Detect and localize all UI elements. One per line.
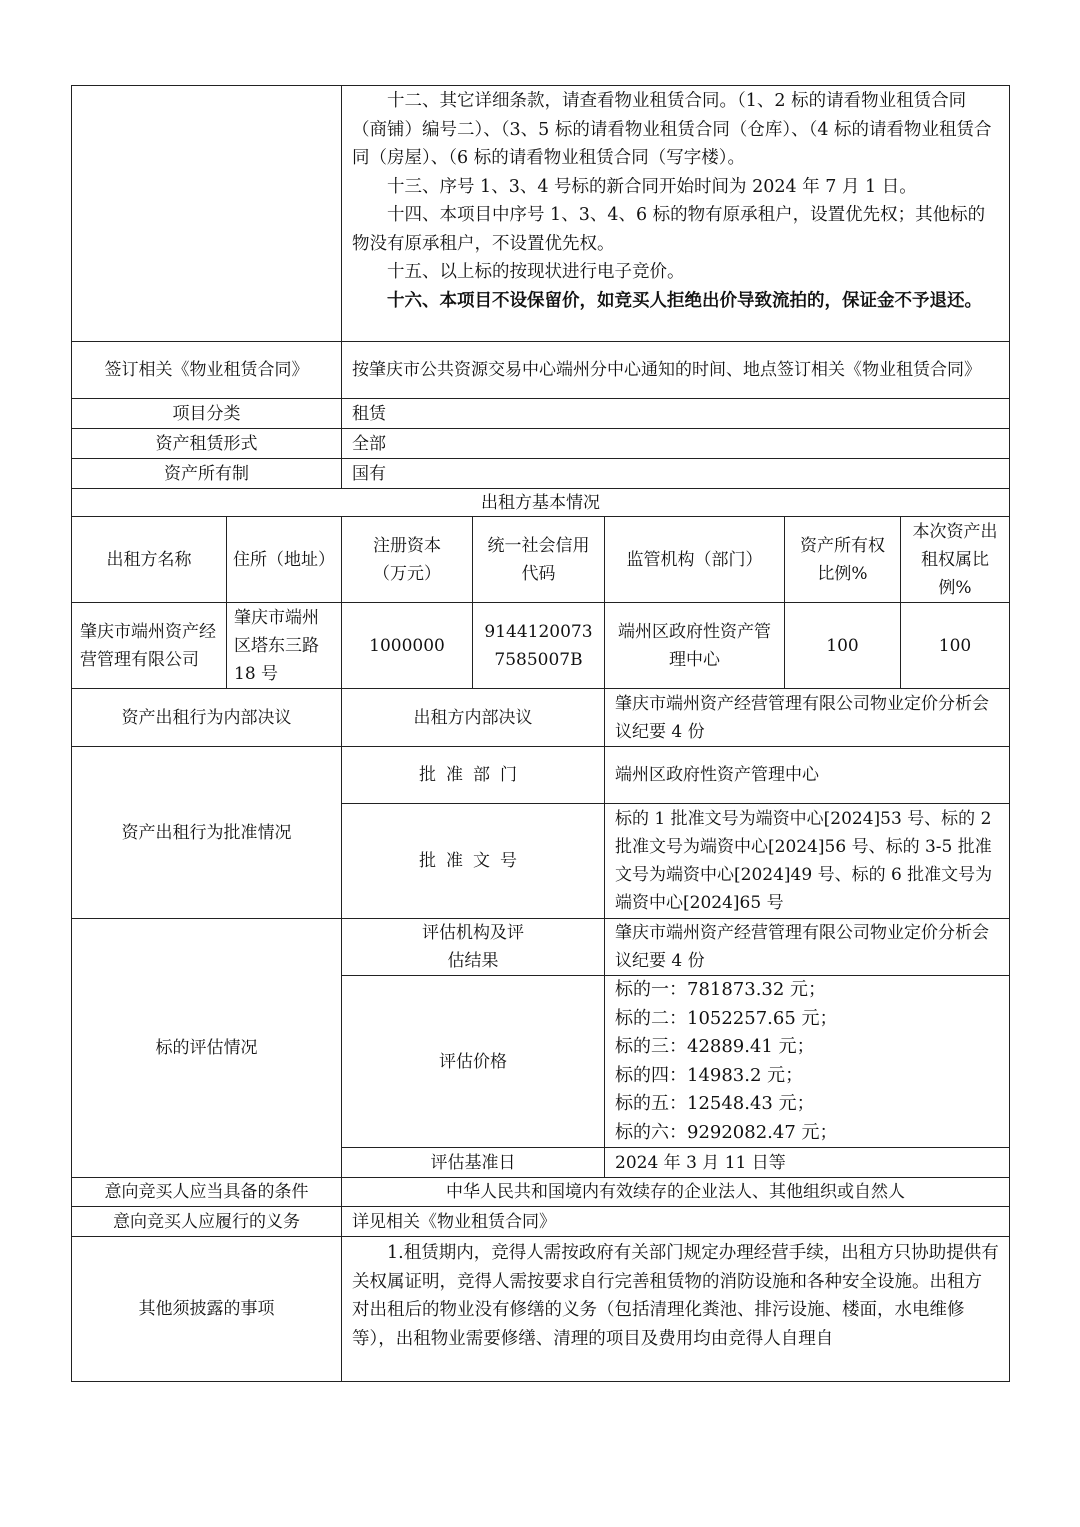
price-item: 标的四：14983.2 元； bbox=[615, 1064, 804, 1086]
lessor-capital: 1000000 bbox=[369, 635, 445, 656]
approval-doc-value: 标的 1 批准文号为端资中心[2024]53 号、标的 2 批准文号为端资中心[2024]56 号、标的 3-5 批准文号为端资中心[2024]49 号、标的 6 批准文号为端资中心[2024]65 号 bbox=[615, 809, 993, 913]
header-credit-code: 统一社会信用代码 bbox=[487, 535, 590, 584]
bidder-conditions-label: 意向竞买人应当具备的条件 bbox=[104, 1182, 309, 1202]
evaluation-org-value: 肇庆市端州资产经营管理有限公司物业定价分析会议纪要 4 份 bbox=[615, 923, 989, 971]
note-15: 十五、以上标的按现状进行电子竞价。 bbox=[387, 262, 685, 282]
lessor-credit-code: 91441200737585007B bbox=[484, 621, 593, 670]
header-address: 住所（地址） bbox=[233, 549, 335, 570]
other-disclosure-text: 1.租赁期内，竞得人需按政府有关部门规定办理经营手续，出租方只协助提供有关权属证明，竞得人需按要求自行完善租赁物的消防设施和各种安全设施。出租方对出租后的物业没有修缮的义务（包括清理化粪池、排污设施、楼面，水电维修等），出租物业需要修缮、清理的项目及费用均由竞得人自理自 bbox=[352, 1243, 999, 1349]
price-item: 标的一：781873.32 元； bbox=[615, 979, 827, 1000]
evaluation-label: 标的评估情况 bbox=[155, 1038, 258, 1058]
lease-form-label: 资产租赁形式 bbox=[155, 433, 258, 454]
approval-dept-value: 端州区政府性资产管理中心 bbox=[615, 765, 819, 785]
price-item: 标的二：1052257.65 元； bbox=[615, 1007, 838, 1029]
evaluation-org-label: 评估机构及评估结果 bbox=[422, 923, 524, 971]
evaluation-date-value: 2024 年 3 月 11 日等 bbox=[615, 1152, 786, 1173]
bidder-conditions-value: 中华人民共和国境内有效续存的企业法人、其他组织或自然人 bbox=[446, 1182, 905, 1202]
price-item: 标的三：42889.41 元； bbox=[615, 1036, 815, 1057]
header-lease-ratio: 本次资产出租权属比例% bbox=[912, 521, 998, 598]
resolution-sublabel: 出租方内部决议 bbox=[413, 707, 533, 728]
note-13: 十三、序号 1、3、4 号标的新合同开始时间为 2024 年 7 月 1 日。 bbox=[387, 176, 917, 197]
header-capital: 注册资本（万元） bbox=[373, 535, 441, 584]
lessor-lease-ratio: 100 bbox=[938, 635, 972, 656]
sign-label: 签订相关《物业租赁合同》 bbox=[104, 360, 309, 380]
lessor-address: 肇庆市端州区塔东三路18 号 bbox=[234, 607, 319, 684]
price-item: 标的六：9292082.47 元； bbox=[615, 1121, 838, 1143]
other-disclosure-value bbox=[342, 1237, 1009, 1381]
approval-dept-label: 批准部门 bbox=[419, 765, 527, 785]
lease-form-value: 全部 bbox=[352, 433, 386, 454]
sign-value: 按肇庆市公共资源交易中心端州分中心通知的时间、地点签订相关《物业租赁合同》 bbox=[352, 360, 981, 380]
note-16: 十六、本项目不设保留价，如竞买人拒绝出价导致流拍的，保证金不予退还。 bbox=[387, 290, 982, 311]
bidder-obligations-value: 详见相关《物业租赁合同》 bbox=[352, 1211, 556, 1232]
approval-doc-label: 批准文号 bbox=[419, 851, 527, 871]
other-disclosure-label: 其他须披露的事项 bbox=[138, 1299, 275, 1319]
category-label: 项目分类 bbox=[172, 403, 241, 424]
header-ownership-ratio: 资产所有权比例% bbox=[800, 535, 885, 584]
lessor-ownership-ratio: 100 bbox=[826, 635, 859, 656]
evaluation-date-label: 评估基准日 bbox=[430, 1152, 516, 1173]
bidder-obligations-label: 意向竞买人应履行的义务 bbox=[113, 1211, 300, 1232]
lessor-supervisor: 端州区政府性资产管理中心 bbox=[618, 621, 771, 670]
approval-label: 资产出租行为批准情况 bbox=[121, 822, 292, 843]
note-12: 十二、其它详细条款，请查看物业租赁合同。（1、2 标的请看物业租赁合同（商铺）编号二）、（3、5 标的请看物业租赁合同（仓库）、（4 标的请看物业租赁合同（房屋）、（6 标的请看物业租赁合同（写字楼）。 bbox=[352, 91, 992, 168]
evaluation-price-list bbox=[605, 976, 1009, 1147]
header-lessor-name: 出租方名称 bbox=[106, 549, 192, 570]
notes-block bbox=[342, 87, 1009, 340]
ownership-label: 资产所有制 bbox=[164, 463, 249, 484]
header-supervisor: 监管机构（部门） bbox=[626, 549, 763, 570]
evaluation-price-label: 评估价格 bbox=[439, 1051, 507, 1072]
lessor-section-title: 出租方基本情况 bbox=[481, 492, 600, 513]
ownership-value: 国有 bbox=[352, 463, 386, 484]
price-item: 标的五：12548.43 元； bbox=[615, 1093, 815, 1114]
resolution-label: 资产出租行为内部决议 bbox=[121, 707, 292, 728]
note-14: 十四、本项目中序号 1、3、4、6 标的物有原承租户，设置优先权；其他标的物没有原承租户，不设置优先权。 bbox=[352, 205, 986, 254]
category-value: 租赁 bbox=[352, 403, 386, 424]
lessor-name: 肇庆市端州资产经营管理有限公司 bbox=[80, 621, 216, 670]
resolution-value: 肇庆市端州资产经营管理有限公司物业定价分析会议纪要 4 份 bbox=[615, 693, 989, 742]
